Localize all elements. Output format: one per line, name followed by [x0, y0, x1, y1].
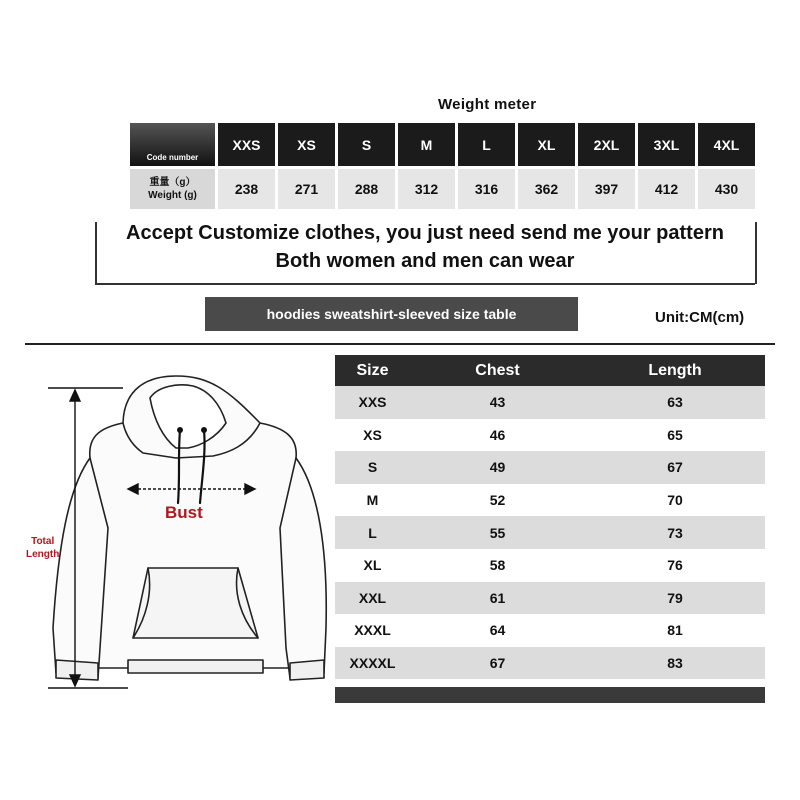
- length-cell: 79: [585, 582, 765, 615]
- table-row: [335, 516, 765, 549]
- wm-size-xxs: XXS: [218, 123, 275, 166]
- size-table: [335, 355, 765, 679]
- size-cell: XXL: [335, 582, 410, 615]
- customize-underline: [95, 283, 755, 285]
- chest-cell: 52: [410, 484, 585, 517]
- size-table-title: hoodies sweatshirt-sleeved size table: [205, 297, 578, 331]
- wm-size-xl: XL: [518, 123, 575, 166]
- size-cell: L: [335, 516, 410, 549]
- table-row: [335, 386, 765, 419]
- length-cell: 81: [585, 614, 765, 647]
- table-row: [335, 419, 765, 452]
- wm-weight-3xl: 412: [638, 166, 695, 209]
- wm-size-3xl: 3XL: [638, 123, 695, 166]
- chest-cell: 67: [410, 647, 585, 680]
- code-number-label: Code number: [130, 123, 215, 166]
- length-cell: 63: [585, 386, 765, 419]
- length-cell: 67: [585, 451, 765, 484]
- wm-weight-l: 316: [458, 166, 515, 209]
- length-cell: 73: [585, 516, 765, 549]
- wm-weight-xs: 271: [278, 166, 335, 209]
- chest-cell: 43: [410, 386, 585, 419]
- size-cell: XL: [335, 549, 410, 582]
- size-table-footer-bar: [335, 687, 765, 703]
- header-length: Length: [585, 355, 765, 386]
- length-cell: 70: [585, 484, 765, 517]
- chest-cell: 55: [410, 516, 585, 549]
- wm-weight-xxs: 238: [218, 166, 275, 209]
- weight-meter-title: Weight meter: [438, 96, 537, 113]
- table-row: [335, 582, 765, 615]
- total-length-line-1: Total: [31, 536, 55, 547]
- chest-cell: 49: [410, 451, 585, 484]
- wm-weight-xl: 362: [518, 166, 575, 209]
- wm-size-xs: XS: [278, 123, 335, 166]
- table-row: [335, 647, 765, 680]
- wm-weight-2xl: 397: [578, 166, 635, 209]
- header-chest: Chest: [410, 355, 585, 386]
- wm-size-4xl: 4XL: [698, 123, 755, 166]
- header-size: Size: [335, 355, 410, 386]
- weight-meter-header-row: [130, 123, 755, 166]
- chest-cell: 61: [410, 582, 585, 615]
- size-cell: S: [335, 451, 410, 484]
- divider-rule: [25, 343, 775, 345]
- wm-weight-m: 312: [398, 166, 455, 209]
- bust-label: Bust: [165, 503, 203, 522]
- wm-size-m: M: [398, 123, 455, 166]
- table-row: [335, 451, 765, 484]
- length-cell: 83: [585, 647, 765, 680]
- size-cell: XXXXL: [335, 647, 410, 680]
- size-cell: XS: [335, 419, 410, 452]
- weight-meter-table: [127, 123, 758, 209]
- total-length-label: [26, 535, 59, 561]
- length-cell: 76: [585, 549, 765, 582]
- customize-line-1: Accept Customize clothes, you just need send me your pattern: [126, 222, 724, 244]
- table-row: [335, 549, 765, 582]
- weight-label: [130, 166, 215, 209]
- customize-line-2: Both women and men can wear: [275, 250, 575, 272]
- wm-size-2xl: 2XL: [578, 123, 635, 166]
- weight-label-cn: 重量（g）: [149, 177, 196, 188]
- size-table-header-row: [335, 355, 765, 386]
- weight-label-en: Weight (g): [148, 190, 197, 201]
- size-cell: M: [335, 484, 410, 517]
- table-row: [335, 484, 765, 517]
- chest-cell: 46: [410, 419, 585, 452]
- total-length-line-2: Length: [26, 549, 60, 560]
- size-cell: XXS: [335, 386, 410, 419]
- chest-cell: 64: [410, 614, 585, 647]
- weight-meter-value-row: [130, 166, 755, 209]
- chest-cell: 58: [410, 549, 585, 582]
- wm-size-s: S: [338, 123, 395, 166]
- table-row: [335, 614, 765, 647]
- wm-weight-s: 288: [338, 166, 395, 209]
- hoodie-outline-icon: [28, 368, 328, 698]
- wm-weight-4xl: 430: [698, 166, 755, 209]
- size-cell: XXXL: [335, 614, 410, 647]
- unit-label: Unit:CM(cm): [655, 309, 745, 326]
- length-cell: 65: [585, 419, 765, 452]
- wm-size-l: L: [458, 123, 515, 166]
